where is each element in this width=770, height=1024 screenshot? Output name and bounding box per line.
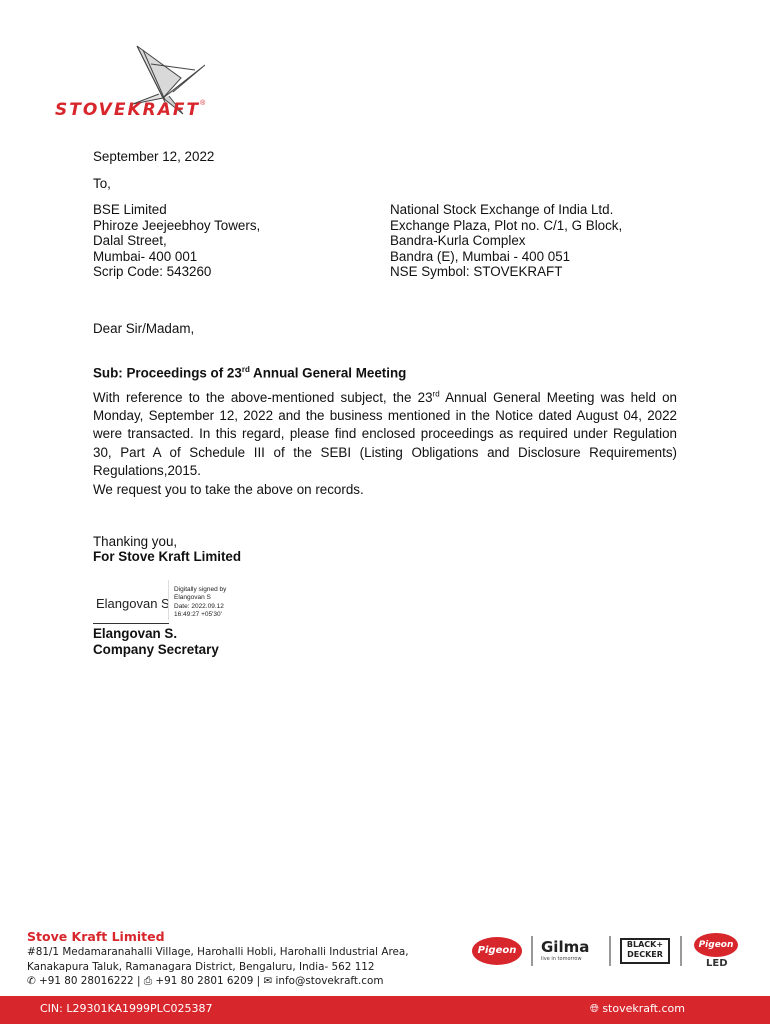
- address-line: Scrip Code: 543260: [93, 264, 212, 280]
- subject-sup: rd: [241, 365, 250, 374]
- email-icon: ✉: [263, 975, 273, 987]
- address-line: Phiroze Jeejeebhoy Towers,: [93, 217, 261, 233]
- footer-email[interactable]: info@stovekraft.com: [275, 975, 384, 987]
- to-line: To,: [93, 176, 111, 191]
- company-sign: For Stove Kraft Limited: [93, 549, 242, 564]
- address-line: Mumbai- 400 001: [93, 248, 198, 264]
- subject-prefix: Sub: Proceedings of 23: [93, 365, 242, 381]
- brand-divider: [531, 936, 533, 966]
- signatory-name: Elangovan S.: [93, 626, 178, 641]
- signature-name: Elangovan S: [96, 596, 170, 611]
- bd-line-2: DECKER: [627, 950, 663, 959]
- globe-icon: 🌐︎: [590, 1002, 599, 1015]
- letter-date: September 12, 2022: [93, 149, 215, 164]
- logo-text: STOVEKRAFT: [55, 100, 201, 120]
- signature-meta-line: Digitally signed by: [174, 586, 227, 593]
- led-label: LED: [706, 958, 728, 969]
- signature-meta-line: 16:49:27 +05'30': [174, 610, 222, 618]
- gilma-wordmark: Gilma: [541, 938, 590, 956]
- footer-fax: +91 80 2801 6209: [155, 975, 254, 987]
- black-decker-logo: [620, 938, 670, 964]
- address-line: BSE Limited: [93, 202, 167, 217]
- address-line: NSE Symbol: STOVEKRAFT: [390, 264, 563, 280]
- address-line: Bandra-Kurla Complex: [390, 233, 526, 249]
- bd-line-1: BLACK+: [626, 940, 664, 949]
- body-p1-start: With reference to the above-mentioned subject, the 23: [93, 390, 433, 405]
- gilma-logo: [541, 938, 589, 962]
- digital-signature-meta: [174, 586, 226, 619]
- signature-meta-line: Elangovan S: [174, 594, 211, 602]
- pigeon-led-logo: Pigeon: [694, 933, 738, 957]
- phone-icon: ✆: [27, 975, 36, 987]
- footer-website[interactable]: [590, 1002, 685, 1016]
- subject-line: [93, 362, 406, 381]
- address-line: National Stock Exchange of India Ltd.: [390, 202, 614, 217]
- address-line: Bandra (E), Mumbai - 400 051: [390, 248, 571, 264]
- signature-underline: [93, 623, 169, 624]
- footer-address-2: Kanakapura Taluk, Ramanagara District, Bengaluru, India- 562 112: [27, 961, 375, 973]
- subject-suffix: Annual General Meeting: [249, 365, 407, 381]
- company-logo: [55, 40, 285, 125]
- fax-icon: ⎙: [143, 975, 153, 987]
- footer-cin: CIN: L29301KA1999PLC025387: [40, 1002, 213, 1015]
- gilma-tagline: live in tomorrow: [541, 956, 582, 962]
- body-paragraph-1: [93, 389, 677, 480]
- logo-registered-mark: ®: [200, 100, 206, 107]
- address-line: Exchange Plaza, Plot no. C/1, G Block,: [390, 217, 623, 233]
- signatory-title: Company Secretary: [93, 642, 219, 657]
- signature-meta-line: Date: 2022.09.12: [174, 602, 224, 610]
- address-line: Dalal Street,: [93, 233, 167, 249]
- footer-address-1: #81/1 Medamaranahalli Village, Harohalli Hobli, Harohalli Industrial Area,: [27, 946, 409, 958]
- salutation: Dear Sir/Madam,: [93, 321, 195, 336]
- signature-divider: [168, 580, 171, 620]
- website-text[interactable]: stovekraft.com: [602, 1002, 685, 1015]
- body-paragraph-2: We request you to take the above on records.: [93, 482, 364, 497]
- bse-address: [93, 202, 260, 280]
- closing: Thanking you,: [93, 534, 178, 549]
- footer-phone: +91 80 28016222: [39, 975, 134, 987]
- pigeon-logo: Pigeon: [472, 937, 522, 965]
- body-p1-rest: Annual General Meeting was held on Monday, September 12, 2022 and the business mentioned in the Notice dated August 04, 2022 were transacted. In this regard, please find enclosed proceedings as required under Regulation 30, Part A of Schedule III of the SEBI (Listing Obligations and Disclosure Requirements) Regulations,2015.: [93, 390, 677, 478]
- nse-address: [390, 202, 622, 280]
- logo-wordmark: [55, 100, 205, 120]
- body-p1-sup: rd: [432, 389, 440, 399]
- brand-divider: [680, 936, 682, 966]
- brand-divider: [609, 936, 611, 966]
- footer-contact: ✆ +91 80 28016222 | ⎙ +91 80 2801 6209 | ✉ info@stovekraft.com: [27, 975, 384, 987]
- footer-company: Stove Kraft Limited: [27, 929, 165, 944]
